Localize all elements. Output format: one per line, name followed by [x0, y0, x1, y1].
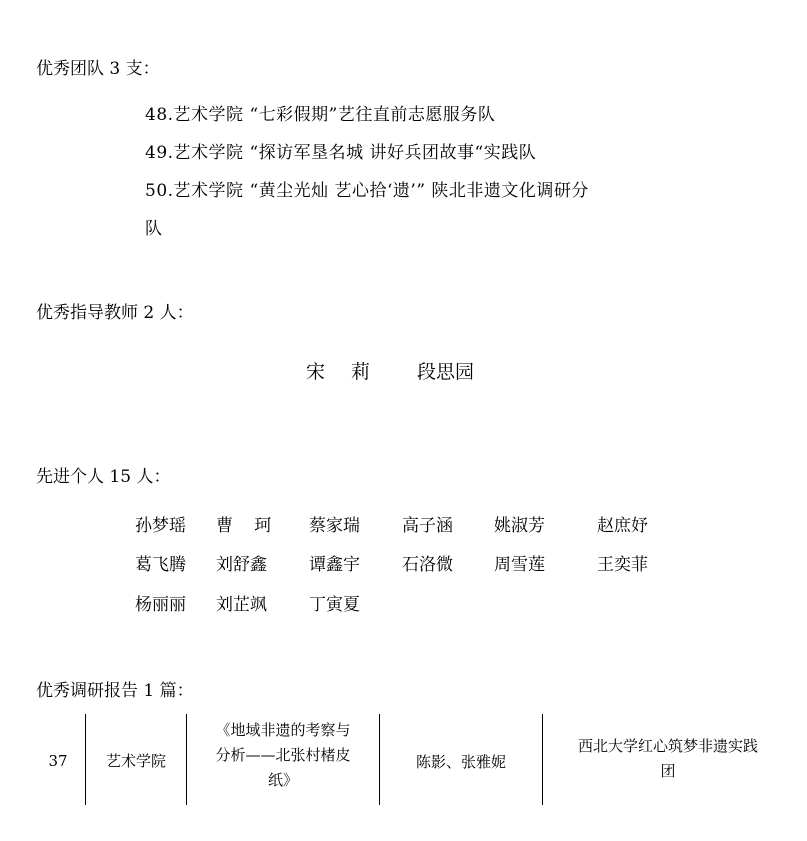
teacher-name: 段思园: [417, 361, 475, 383]
person-name: 丁寅夏: [309, 595, 360, 615]
person-name: 高子涵: [402, 516, 453, 536]
table-divider: [186, 714, 187, 805]
teams-heading: 优秀团队 3 支：: [36, 59, 160, 79]
person-name: 刘舒鑫: [216, 555, 267, 575]
person-name: 王奕菲: [597, 555, 648, 575]
person-name: 杨丽丽: [135, 595, 186, 615]
report-team-line: 西北大学红心筑梦非遗实践: [577, 737, 758, 755]
table-divider: [85, 714, 86, 805]
team-item-48: 48.艺术学院 “七彩假期”艺往直前志愿服务队: [145, 105, 496, 125]
person-name: 姚淑芳: [494, 516, 545, 536]
report-college: 艺术学院: [105, 752, 166, 770]
team-item-50: 50.艺术学院 “黄尘光灿 艺心拾‘遗’” 陕北非遗文化调研分: [145, 181, 589, 201]
person-name: 曹 珂: [216, 516, 280, 536]
report-title-line: 纸》: [267, 771, 298, 789]
report-number: 37: [48, 752, 68, 770]
team-item-49: 49.艺术学院 “探访军垦名城 讲好兵团故事“实践队: [145, 143, 537, 163]
report-authors: 陈影、张雅妮: [415, 753, 506, 771]
report-heading: 优秀调研报告 1 篇：: [36, 681, 194, 701]
report-title-line: 分析——北张村楮皮: [215, 746, 351, 764]
person-name: 葛飞腾: [135, 555, 186, 575]
person-name: 谭鑫宇: [309, 555, 360, 575]
individuals-heading: 先进个人 15 人：: [36, 467, 171, 487]
report-team: [548, 734, 788, 784]
person-name: 孙梦瑶: [135, 516, 186, 536]
person-name: 刘芷飒: [216, 595, 267, 615]
person-name: 赵庶妤: [597, 516, 648, 536]
person-name: 蔡家瑞: [309, 516, 360, 536]
teachers-heading: 优秀指导教师 2 人：: [36, 303, 194, 323]
person-name: 石洛微: [402, 555, 453, 575]
team-item-50-continued: 队: [145, 219, 163, 239]
report-title: [192, 718, 374, 793]
table-divider: [379, 714, 380, 805]
table-divider: [542, 714, 543, 805]
report-team-line: 团: [660, 762, 676, 780]
report-title-line: 《地域非遗的考察与: [215, 721, 351, 739]
person-name: 周雪莲: [494, 555, 545, 575]
teacher-name: 宋 莉: [306, 361, 381, 383]
